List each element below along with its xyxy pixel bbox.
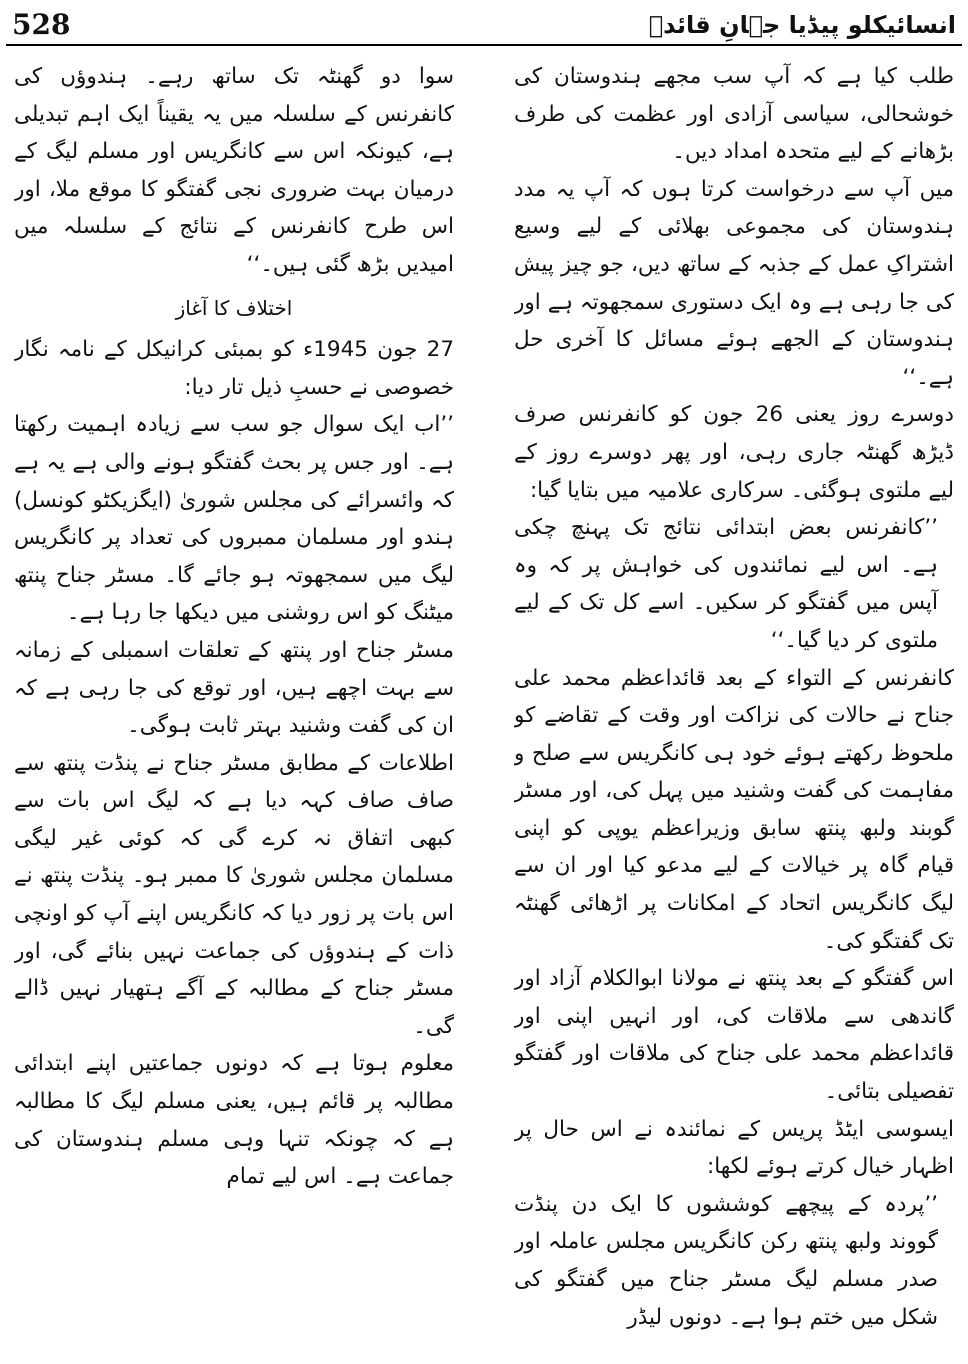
right-column: [514, 58, 954, 1354]
section-heading: اختلاف کا آغاز: [175, 295, 293, 320]
running-title: انسائیکلو پیڈیا جہانِ قائدؒ: [648, 11, 956, 39]
paragraph: 27 جون 1945ء کو بمبئی کرانیکل کے نامہ نگار خصوصی نے حسبِ ذیل تار دیا:: [14, 337, 454, 400]
paragraph: کانفرنس کے التواء کے بعد قائداعظم محمد علی جناح نے حالات کی نزاکت اور وقت کے تقاضے کو ملحوظ رکھتے ہوئے خود ہی کانگریس سے صلح و مفاہمت کی گفت وشنید میں پہل کی، اور مسٹر گوبند ولبھ پنتھ سابق وزیراعظم یوپی کو اپنی قیام گاہ پر خیالات کے لیے مدعو کیا اور ان سے لیگ کانگریس اتحاد کے امکانات پر اڑھائی گھنٹہ تک گفتگو کی۔: [514, 665, 954, 954]
paragraph: اطلاعات کے مطابق مسٹر جناح نے پنڈت پنتھ سے صاف صاف کہہ دیا ہے کہ لیگ اس بات سے کبھی اتفاق نہ کرے گی کہ کوئی غیر لیگی مسلمان مجلس شوریٰ کا ممبر ہو۔ پنڈت پنتھ نے اس بات پر زور دیا کہ کانگریس اپنے آپ کو اونچی ذات کے ہندوؤں کی جماعت نہیں بنائے گی، اور مسٹر جناح کے مطالبہ کے آگے ہتھیار نہیں ڈالے گی۔: [14, 750, 454, 1039]
paragraph: میں آپ سے درخواست کرتا ہوں کہ آپ یہ مدد ہندوستان کی مجموعی بھلائی کے لیے وسیع اشتراکِ عمل کے جذبہ کے ساتھ دیں، جو چیز پیش کی جا رہی ہے وہ ایک دستوری سمجھوتہ ہے اور ہندوستان کے الجھے ہوئے مسائل کا آخری حل ہے۔‘‘: [514, 176, 954, 390]
quoted-paragraph: ’’کانفرنس بعض ابتدائی نتائج تک پہنچ چکی ہے۔ اس لیے نمائندوں کی خواہش پر کہ وہ آپس میں گفتگو کر سکیں۔ اسے کل تک کے لیے ملتوی کر دیا گیا۔‘‘: [514, 515, 938, 653]
paragraph: مسٹر جناح اور پنتھ کے تعلقات اسمبلی کے زمانہ سے بہت اچھے ہیں، اور توقع کی جا رہی ہے کہ ان کی گفت وشنید بہتر ثابت ہوگی۔: [14, 637, 454, 739]
paragraph: دوسرے روز یعنی 26 جون کو کانفرنس صرف ڈیڑھ گھنٹہ جاری رہی، اور پھر دوسرے روز کے لیے ملتوی ہوگئی۔ سرکاری علامیہ میں بتایا گیا:: [514, 402, 954, 503]
quoted-paragraph: ’’اب ایک سوال جو سب سے زیادہ اہمیت رکھتا ہے۔ اور جس پر بحث گفتگو ہونے والی ہے یہ ہے کہ وائسرائے کی مجلس شوریٰ (ایگزیکٹو کونسل) ہندو اور مسلمان ممبروں کی تعداد پر کانگریس لیگ میں سمجھوتہ ہو جائے گا۔ مسٹر جناح پنتھ میٹنگ کو اس روشنی میں دیکھا جا رہا ہے۔: [14, 412, 454, 626]
page-header: [8, 8, 960, 42]
page-number: 528: [12, 8, 71, 41]
paragraph: معلوم ہوتا ہے کہ دونوں جماعتیں اپنے ابتدائی مطالبہ پر قائم ہیں، یعنی مسلم لیگ کا مطالبہ ہے کہ چونکہ تنہا وہی مسلم ہندوستان کی جماعت ہے۔ اس لیے تمام: [14, 1051, 454, 1190]
header-rule: [6, 44, 962, 46]
paragraph: اس گفتگو کے بعد پنتھ نے مولانا ابوالکلام آزاد اور گاندھی سے ملاقات کی، اور انہیں اپنی اور قائداعظم محمد علی جناح کی ملاقات اور گفتگو تفصیلی بتائی۔: [514, 966, 954, 1105]
left-column: [14, 58, 454, 1354]
quoted-paragraph: ’’پردہ کے پیچھے کوششوں کا ایک دن پنڈت گووند ولبھ پنتھ رکن کانگریس مجلس عاملہ اور صدر مسلم لیگ مسٹر جناح میں گفتگو کی شکل میں ختم ہوا ہے۔ دونوں لیڈر: [514, 1191, 938, 1330]
paragraph: سوا دو گھنٹہ تک ساتھ رہے۔ ہندوؤں کی کانفرنس کے سلسلہ میں یہ یقیناً ایک اہم تبدیلی ہے، کیونکہ اس سے کانگریس اور مسلم لیگ کے درمیان بہت ضروری نجی گفتگو کا موقع ملا، اور اس طرح کانفرنس کے نتائج کے سلسلہ میں امیدیں بڑھ گئی ہیں۔‘‘: [14, 64, 454, 277]
paragraph: ایسوسی ایٹڈ پریس کے نمائندہ نے اس حال پر اظہار خیال کرتے ہوئے لکھا:: [514, 1116, 954, 1180]
paragraph: طلب کیا ہے کہ آپ سب مجھے ہندوستان کی خوشحالی، سیاسی آزادی اور عظمت کی طرف بڑھانے کے لیے متحدہ امداد دیں۔: [514, 64, 954, 165]
